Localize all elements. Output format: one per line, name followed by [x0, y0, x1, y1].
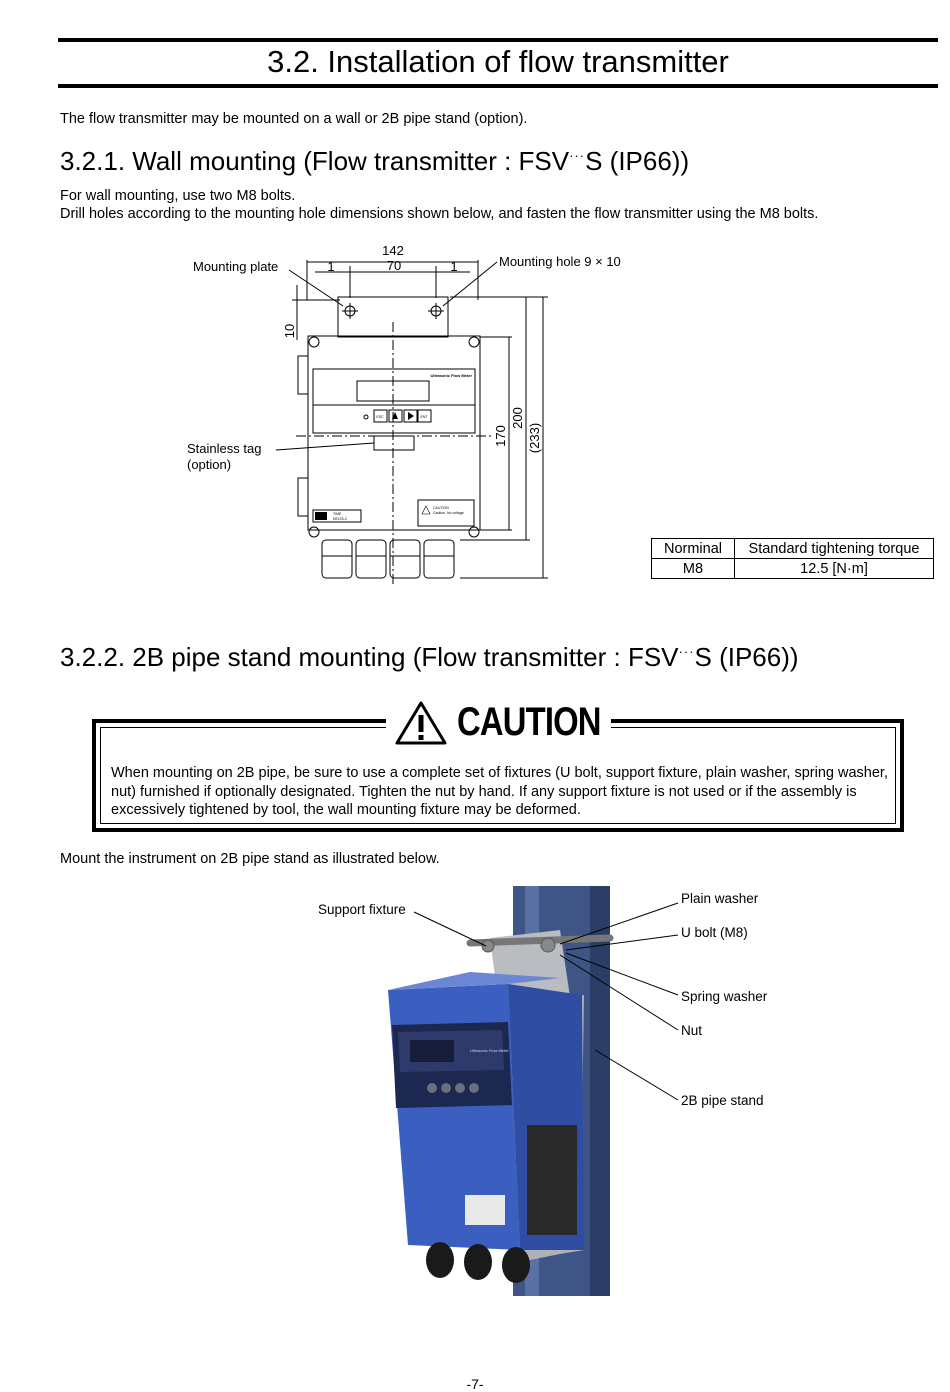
- plain-washer-label: Plain washer: [681, 891, 759, 906]
- panel-title: Ultrasonic Flow Meter: [430, 373, 472, 378]
- u-bolt-label: U bolt (M8): [681, 925, 748, 940]
- page-number: -7-: [466, 1376, 484, 1392]
- mounting-plate-label: Mounting plate: [193, 259, 279, 274]
- key-ent: ENT: [420, 415, 428, 419]
- table-cell-torque: 12.5 [N·m]: [735, 559, 934, 579]
- table-cell-size: M8: [652, 559, 735, 579]
- brand-line-2: DELTA-C: [333, 517, 348, 521]
- dim-1-left: 1: [327, 259, 335, 274]
- dim-10: 10: [282, 323, 297, 339]
- dim-233: (233): [527, 422, 542, 454]
- table-header-torque: Standard tightening torque: [735, 539, 934, 559]
- caution-text: When mounting on 2B pipe, be sure to use a complete set of fixtures (U bolt, support fixture, plain washer, spring washer, nut) furnished if optionally designated. Tighten the nut by hand. If any support fixture is not used or if the assembly is excessively tightened by tool, the wall mounting fixture may be deformed.: [111, 765, 888, 818]
- pipe-stand-label: 2B pipe stand: [681, 1093, 764, 1108]
- mounting-hole-label: Mounting hole 9 × 10: [499, 254, 621, 269]
- wall-line-2: Drill holes according to the mounting hole dimensions shown below, and fasten the flow transmitter using the M8 bolts.: [60, 206, 819, 222]
- caution-title: CAUTION: [457, 700, 601, 744]
- mount-instruction: Mount the instrument on 2B pipe stand as illustrated below.: [60, 851, 440, 867]
- stainless-tag-option: (option): [187, 457, 232, 472]
- wall-mounting-heading: 3.2.1. Wall mounting (Flow transmitter : FSV···S (IP66)): [60, 146, 690, 176]
- nut-label: Nut: [681, 1023, 703, 1038]
- key-esc: ESC: [376, 415, 384, 419]
- pipe-mounting-heading: 3.2.2. 2B pipe stand mounting (Flow transmitter : FSV···S (IP66)): [60, 642, 799, 672]
- device-caption: Ultrasonic Flow Meter: [470, 1048, 509, 1053]
- wall-line-1: For wall mounting, use two M8 bolts.: [60, 188, 296, 204]
- spring-washer-label: Spring washer: [681, 989, 768, 1004]
- section-title: 3.2. Installation of flow transmitter: [267, 44, 729, 79]
- dim-70: 70: [386, 258, 402, 273]
- support-fixture-label: Support fixture: [318, 902, 406, 917]
- dim-142: 142: [382, 243, 404, 258]
- dim-200: 200: [510, 407, 525, 429]
- table-header-nominal: Norminal: [652, 539, 735, 559]
- dim-1-right: 1: [450, 259, 458, 274]
- brand-line-1: TIME: [333, 512, 342, 516]
- stainless-tag-label: Stainless tag: [187, 441, 262, 456]
- caution-label-1: CAUTION: [433, 506, 449, 510]
- intro-text: The flow transmitter may be mounted on a wall or 2B pipe stand (option).: [60, 111, 528, 127]
- caution-label-2: Caution. No voltage: [433, 511, 464, 515]
- dim-170: 170: [493, 425, 508, 447]
